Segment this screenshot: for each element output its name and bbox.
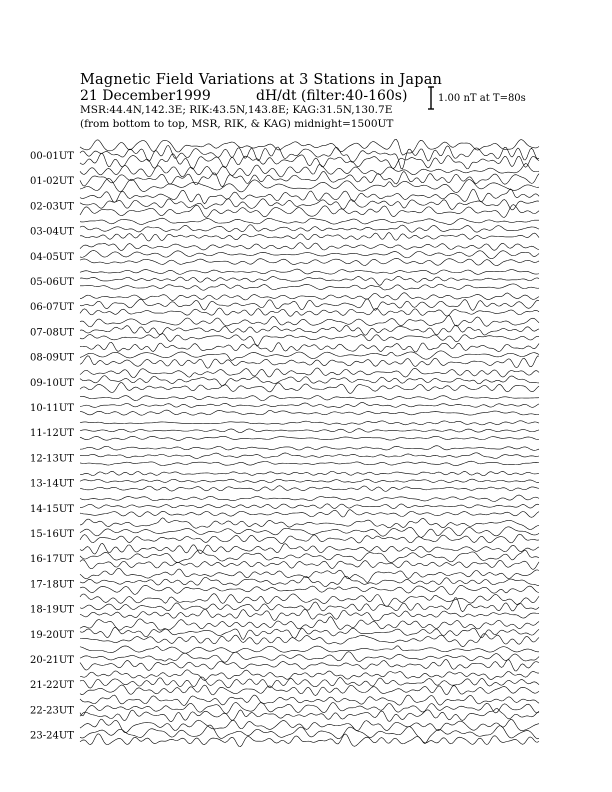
trace-rik	[80, 550, 539, 562]
trace-rik	[80, 376, 539, 386]
hour-label: 04-05UT	[30, 251, 74, 263]
trace-kag	[80, 293, 539, 301]
trace-kag	[80, 719, 539, 733]
trace-kag	[80, 471, 539, 475]
trace-rik	[80, 627, 539, 639]
trace-msr	[80, 708, 539, 721]
hour-label: 01-02UT	[30, 176, 74, 188]
chart-date: 21 December1999	[80, 88, 211, 104]
hour-label: 19-20UT	[30, 629, 74, 641]
trace-kag	[80, 695, 539, 705]
trace-rik	[80, 171, 539, 186]
scale-bar-label: 1.00 nT at T=80s	[438, 93, 526, 104]
trace-msr	[80, 634, 539, 647]
scale-bar	[428, 87, 434, 109]
trace-msr	[80, 461, 539, 465]
station-order-note: (from bottom to top, MSR, RIK, & KAG) midnight=1500UT	[80, 118, 394, 130]
station-coordinates: MSR:44.4N,142.3E; RIK:43.5N,143.8E; KAG:31.5N,130.7E	[80, 104, 393, 116]
trace-msr	[80, 178, 539, 192]
chart-title: Magnetic Field Variations at 3 Stations in Japan	[80, 72, 443, 88]
trace-msr	[80, 308, 539, 316]
trace-kag	[80, 421, 539, 425]
trace-kag	[80, 446, 539, 451]
hour-label: 08-09UT	[30, 352, 74, 364]
hour-label: 23-24UT	[30, 730, 74, 742]
trace-msr	[80, 410, 539, 415]
trace-kag	[80, 617, 539, 631]
trace-msr	[80, 734, 539, 747]
hour-label: 07-08UT	[30, 327, 74, 339]
trace-rik	[80, 504, 539, 509]
trace-msr	[80, 436, 539, 440]
trace-msr	[80, 659, 539, 671]
trace-rik	[80, 429, 539, 433]
hour-label: 06-07UT	[30, 302, 74, 314]
hour-label: 18-19UT	[30, 604, 74, 616]
hour-label: 12-13UT	[30, 453, 74, 465]
trace-kag	[80, 670, 539, 681]
hour-label: 13-14UT	[30, 478, 74, 490]
trace-kag	[80, 269, 539, 274]
trace-rik	[80, 652, 539, 662]
trace-msr	[80, 510, 539, 518]
trace-msr	[80, 560, 539, 570]
hour-label-group	[30, 151, 74, 742]
trace-rik	[80, 725, 539, 743]
trace-rik	[80, 402, 539, 407]
hour-label: 20-21UT	[30, 655, 74, 666]
trace-rik	[80, 250, 539, 258]
trace-msr	[80, 534, 539, 543]
hour-label: 21-22UT	[30, 680, 74, 692]
hour-label: 11-12UT	[30, 428, 74, 440]
trace-rik	[80, 299, 539, 310]
hour-label: 22-23UT	[30, 705, 74, 717]
hour-label: 17-18UT	[30, 579, 74, 591]
trace-msr	[80, 585, 539, 595]
trace-rik	[80, 325, 539, 335]
trace-msr	[80, 258, 539, 265]
trace-rik	[80, 225, 539, 232]
trace-rik	[80, 351, 539, 361]
trace-kag	[80, 139, 539, 155]
trace-rik	[80, 598, 539, 612]
trace-kag	[80, 342, 539, 352]
chart-quantity: dH/dt (filter:40-160s)	[256, 88, 408, 104]
trace-kag	[80, 189, 539, 204]
trace-msr	[80, 685, 539, 696]
trace-kag	[80, 368, 539, 378]
trace-rik	[80, 479, 539, 482]
trace-msr	[80, 233, 539, 242]
trace-kag	[80, 218, 539, 224]
trace-rik	[80, 199, 539, 210]
trace-kag	[80, 396, 539, 401]
hour-label: 15-16UT	[30, 529, 74, 540]
trace-msr	[80, 334, 539, 347]
hour-label: 10-11UT	[30, 403, 74, 414]
hour-label: 05-06UT	[30, 277, 74, 288]
trace-kag	[80, 646, 539, 653]
trace-msr	[80, 205, 539, 218]
trace-rik	[80, 276, 539, 285]
hour-label: 14-15UT	[30, 503, 74, 515]
hour-label: 09-10UT	[30, 377, 74, 389]
trace-rik	[80, 677, 539, 688]
trace-msr	[80, 486, 539, 492]
trace-group	[80, 139, 539, 746]
trace-rik	[80, 453, 539, 459]
trace-msr	[80, 284, 539, 290]
trace-kag	[80, 495, 539, 501]
hour-label: 00-01UT	[30, 151, 74, 162]
hour-label: 16-17UT	[30, 554, 74, 566]
trace-msr	[80, 609, 539, 621]
trace-kag	[80, 315, 539, 327]
trace-kag	[80, 243, 539, 251]
trace-rik	[80, 527, 539, 537]
hour-label: 03-04UT	[30, 226, 74, 238]
hour-label: 02-03UT	[30, 201, 74, 213]
trace-msr	[80, 383, 539, 394]
